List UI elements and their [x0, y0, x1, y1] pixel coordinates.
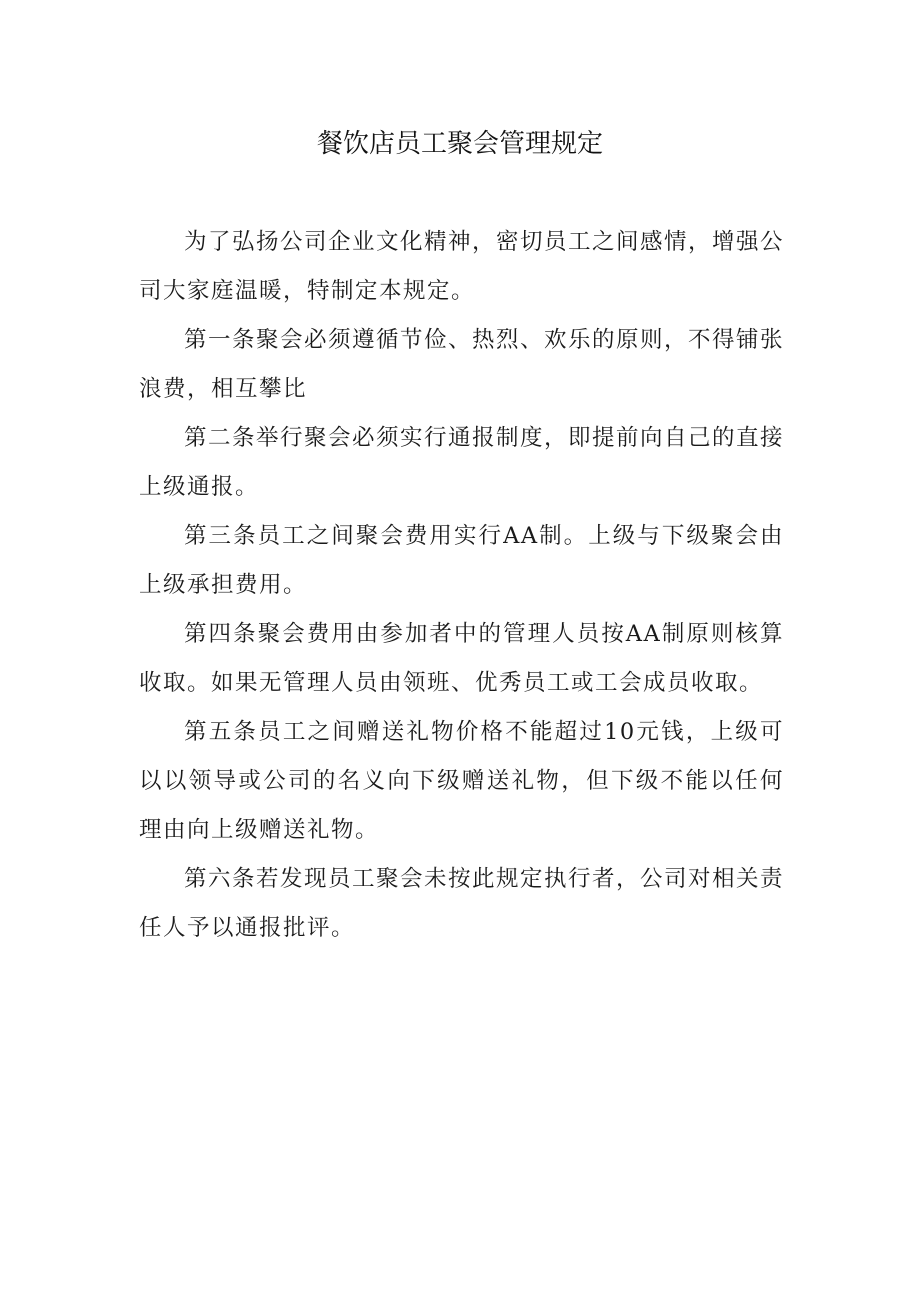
- paragraph-intro: 为了弘扬公司企业文化精神，密切员工之间感情，增强公司大家庭温暖，特制定本规定。: [139, 229, 785, 304]
- paragraph-article-6: 第六条若发现员工聚会未按此规定执行者，公司对相关责任人予以通报批评。: [139, 866, 785, 941]
- paragraph-article-2: 第二条举行聚会必须实行通报制度，即提前向自己的直接上级通报。: [139, 425, 785, 500]
- document-title: 餐饮店员工聚会管理规定: [316, 129, 603, 159]
- paragraph-article-1: 第一条聚会必须遵循节俭、热烈、欢乐的原则，不得铺张浪费，相互攀比: [139, 327, 785, 402]
- paragraph-article-5: 第五条员工之间赠送礼物价格不能超过10元钱，上级可以以领导或公司的名义向下级赠送礼物，但下级不能以任何理由向上级赠送礼物。: [139, 719, 784, 843]
- document-body: [139, 218, 784, 953]
- paragraph-article-4: 第四条聚会费用由参加者中的管理人员按AA制原则核算收取。如果无管理人员由领班、优秀员工或工会成员收取。: [139, 621, 784, 696]
- paragraph-article-3: 第三条员工之间聚会费用实行AA制。上级与下级聚会由上级承担费用。: [139, 523, 784, 598]
